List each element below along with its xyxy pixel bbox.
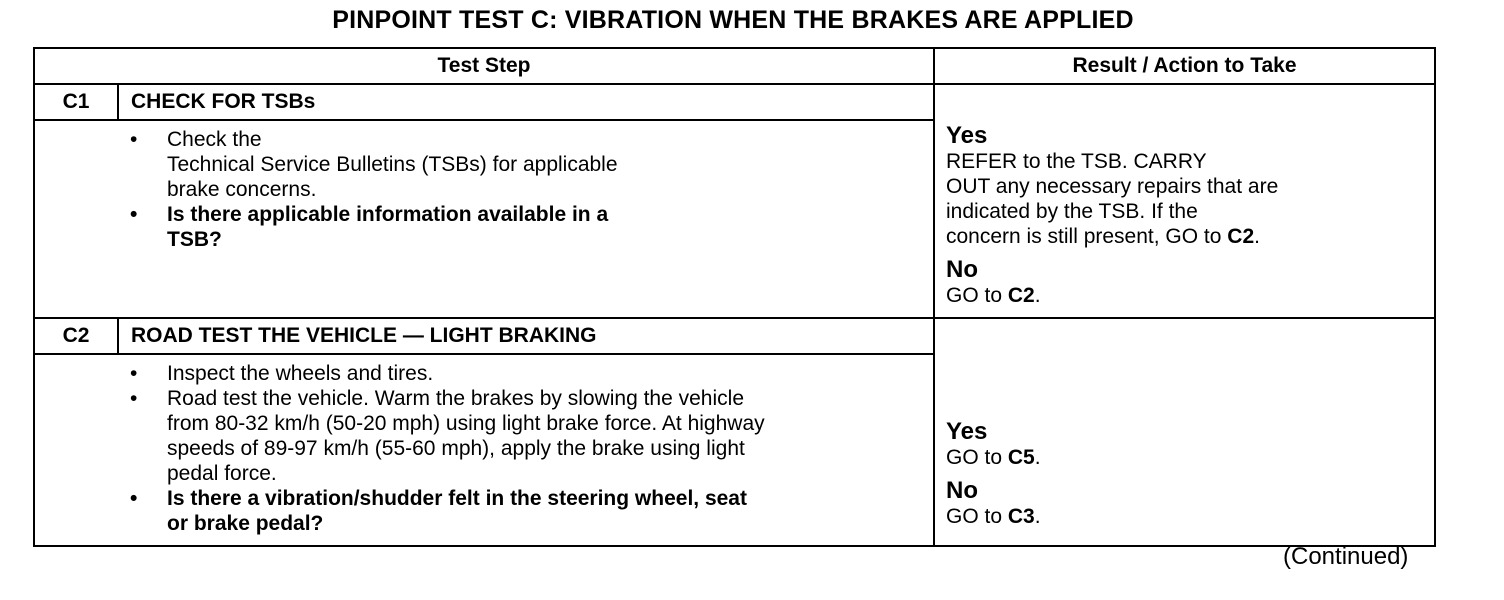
step-reference: C3 [1007, 505, 1035, 528]
continued-note: (Continued) [1283, 543, 1409, 570]
yes-label: Yes [946, 418, 988, 445]
step-reference: C2 [1227, 225, 1255, 248]
question-line: • Is there applicable information available in a [167, 203, 609, 226]
no-action: GO to C2. [946, 284, 1041, 307]
step-heading: CHECK FOR TSBs [118, 84, 934, 120]
question-line: • Is there a vibration/shudder felt in the steering wheel, seat [167, 487, 747, 510]
no-line-text: GO to [946, 284, 1008, 307]
list-item [35, 361, 933, 386]
step-c2-instructions [34, 354, 934, 546]
instruction-line: Technical Service Bulletins (TSBs) for applicable [167, 153, 618, 176]
step-c1-instructions [34, 120, 934, 318]
step-heading: ROAD TEST THE VEHICLE — LIGHT BRAKING [118, 318, 934, 354]
page-title: PINPOINT TEST C: VIBRATION WHEN THE BRAKES ARE APPLIED [332, 6, 1134, 34]
question-line: or brake pedal? [167, 512, 324, 535]
instruction-line: • Inspect the wheels and tires. [167, 362, 434, 385]
instruction-line: from 80-32 km/h (50-20 mph) using light brake force. At highway [167, 412, 765, 435]
list-item [35, 386, 933, 486]
yes-line-text: GO to [946, 446, 1008, 469]
yes-label: Yes [946, 122, 988, 149]
yes-line-text: concern is still present, GO to [946, 225, 1228, 248]
list-item [35, 486, 933, 536]
instruction-line: pedal force. [167, 462, 277, 485]
step-reference: C2 [1007, 284, 1035, 307]
step-id: C2 [34, 318, 118, 354]
yes-line: indicated by the TSB. If the [946, 200, 1198, 223]
yes-action: GO to C5. [946, 446, 1041, 469]
no-line-text: GO to [946, 505, 1008, 528]
question-line: TSB? [167, 228, 222, 251]
table-header-row [34, 48, 1435, 84]
instruction-line: brake concerns. [167, 178, 317, 201]
no-action: GO to C3. [946, 505, 1041, 528]
step-id: C1 [34, 84, 118, 120]
step-c2-heading-row [34, 318, 1435, 354]
step-c2-result [934, 318, 1435, 546]
result-header: Result / Action to Take [934, 48, 1435, 84]
no-label: No [946, 256, 978, 283]
list-item [35, 127, 933, 202]
instruction-line: • Road test the vehicle. Warm the brakes by slowing the vehicle [167, 387, 744, 410]
instruction-line: • Check the [167, 128, 262, 151]
yes-action [946, 149, 1434, 249]
no-label: No [946, 477, 978, 504]
pinpoint-test-table [33, 47, 1436, 547]
yes-line: OUT any necessary repairs that are [946, 175, 1279, 198]
yes-line: concern is still present, GO to C2. [946, 225, 1260, 248]
step-reference: C5 [1007, 446, 1035, 469]
step-c1-result [934, 84, 1435, 318]
yes-line: REFER to the TSB. CARRY [946, 150, 1207, 173]
test-step-header: Test Step [34, 48, 934, 84]
step-c1-heading-row [34, 84, 1435, 120]
list-item [35, 202, 933, 252]
instruction-line: speeds of 89-97 km/h (55-60 mph), apply the brake using light [167, 437, 745, 460]
